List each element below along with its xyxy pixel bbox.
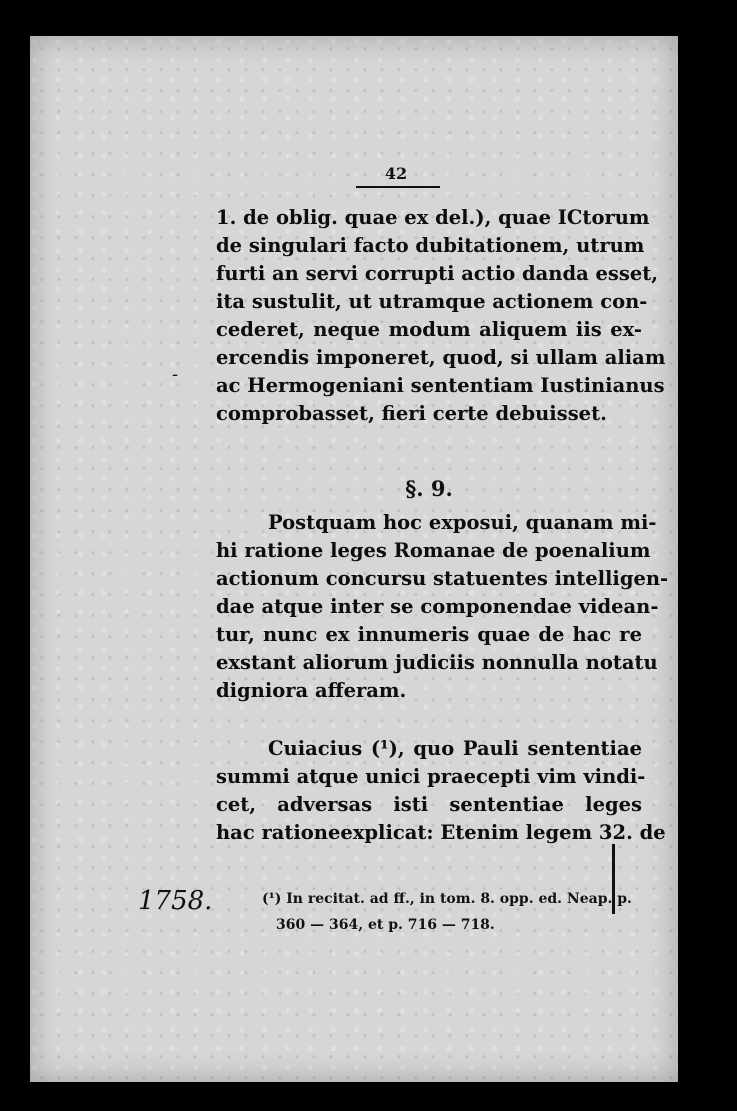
margin-mark: - [172,364,179,385]
footnote [262,886,640,938]
header-rule [356,186,440,188]
text-line: ercendis imponeret, quod, si ullam aliam [216,346,666,369]
text-line: dae atque inter se componendae videan- [216,595,659,618]
paragraph-2 [216,509,669,705]
text-line: exstant aliorum judiciis nonnulla notatu [216,651,658,674]
text-line: hac rationeexplicat: Etenim legem 32. de [216,821,666,844]
text-line: Cuiacius (¹), quo Pauli sententiae [268,737,642,760]
text-line: summi atque unici praecepti vim vindi- [216,765,646,788]
document-page [30,36,678,1082]
text-line: furti an servi corrupti actio danda esset, [216,262,659,285]
text-line: comprobasset, fieri certe debuisset. [216,402,607,425]
text-line: cet, adversas isti sententiae leges [216,793,642,816]
paragraph-3 [216,735,666,847]
text-line: Postquam hoc exposui, quanam mi- [268,511,657,534]
text-line: digniora afferam. [216,679,407,702]
text-line: actionum concursu statuentes intelligen- [216,567,669,590]
handwritten-margin-note: 1758. [138,886,213,916]
footnote-line: 360 — 364, et p. 716 — 718. [276,917,495,933]
text-line: cederet, neque modum aliquem iis ex- [216,318,642,341]
footnote-line: (¹) In recitat. ad ff., in tom. 8. opp. ed. Neap. p. [262,891,632,907]
paragraph-1 [216,204,666,428]
text-line: 1. de oblig. quae ex del.), quae ICtorum [216,206,650,229]
text-line: ac Hermogeniani sententiam Iustinianus [216,374,665,397]
text-line: hi ratione leges Romanae de poenalium [216,539,651,562]
section-heading: §. 9. [405,476,453,501]
text-line: tur, nunc ex innumeris quae de hac re [216,623,642,646]
page-number: 42 [384,164,408,183]
text-line: de singulari facto dubitationem, utrum [216,234,645,257]
text-line: ita sustulit, ut utramque actionem con- [216,290,648,313]
